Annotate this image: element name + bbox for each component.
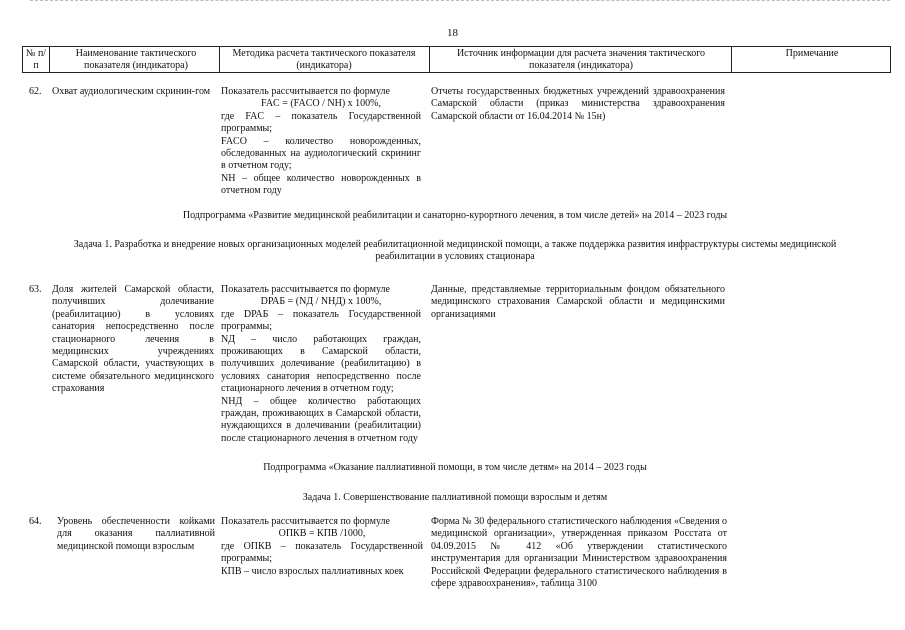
row-63-method [221, 284, 421, 445]
task-palliative: Задача 1. Совершенствование паллиативной помощи взрослым и детям [302, 492, 608, 503]
row-63-name: Доля жителей Самарской области, получивших долечивание (реабилитацию) в условиях санатория непосредственно после стационарного лечения в медицинских учреждениях Самарской области, участвующих в системе обязательного медицинского страхования [52, 284, 214, 395]
row-63-method-def1: где DРАБ – показатель Государственной программы; [221, 308, 421, 333]
row-62-num: 62. [29, 86, 42, 97]
row-63-method-intro: Показатель рассчитывается по формуле [221, 284, 390, 295]
task-rehabilitation: Задача 1. Разработка и внедрение новых организационных моделей реабилитационной медицинской помощи, а также поддержка развития инфраструктуры системы медицинской реабилитации в условиях стационара [73, 239, 837, 263]
page-top-edge [30, 0, 890, 1]
row-63-formula: DРАБ = (NД / NНД) x 100%, [260, 296, 382, 308]
row-64-method [221, 516, 423, 578]
row-64-method-def2: КПВ – число взрослых паллиативных коек [221, 565, 404, 577]
header-num: № п/п [25, 48, 47, 71]
row-62-name: Охват аудиологическим скринин-гом [52, 86, 211, 97]
page-number: 18 [447, 27, 458, 39]
row-62-method-def1: где FAC – показатель Государственной программы; [221, 110, 421, 135]
row-63-method-def2: NД – число работающих граждан, проживающих в Самарской области, получивших долечивание (реабилитацию) в условиях санатория непосредственно после стационарного лечения в отчетном году; [221, 333, 421, 395]
row-64-formula: ОПКВ = КПВ /1000, [278, 528, 366, 540]
header-source: Источник информации для расчета значения тактического показателя (индикатора) [456, 48, 706, 71]
header-method: Методика расчета тактического показателя (индикатора) [232, 48, 416, 71]
row-64-method-intro: Показатель рассчитывается по формуле [221, 516, 390, 527]
header-name: Наименование тактического показателя (индикатора) [75, 48, 197, 71]
subprogram-rehabilitation: Подпрограмма «Развитие медицинской реабилитации и санаторно-курортного лечения, в том числе детей» на 2014 – 2023 годы [182, 210, 728, 221]
row-64-method-def1: где ОПКВ – показатель Государственной программы; [221, 540, 423, 565]
row-62-source: Отчеты государственных бюджетных учреждений здравоохранения Самарской области (приказ министерства здравоохранения Самарской области от 16.04.2014 № 15н) [431, 86, 725, 122]
header-note: Примечание [785, 48, 839, 59]
row-62-method [221, 86, 421, 198]
row-62-method-def2: FACO – количество новорожденных, обследованных на аудиологический скрининг в отчетном году; [221, 135, 421, 172]
row-63-source: Данные, представляемые территориальным фондом обязательного медицинского страхования Самарской области и медицинскими организациями [431, 284, 725, 320]
row-64-source: Форма № 30 федерального статистического наблюдения «Сведения о медицинской организации», утвержденная приказом Росстата от 04.09.2015 № 412 «Об утверждении статистического инструментария для организации Министерством здравоохранения Российской Федерации федерального статистического наблюдения в сфере здравоохранения», таблица 3100 [431, 516, 727, 590]
table-header [22, 46, 891, 73]
row-64-name: Уровень обеспеченности койками для оказания паллиативной медицинской помощи взрослым [57, 516, 215, 552]
row-62-method-intro: Показатель рассчитывается по формуле [221, 86, 390, 97]
row-62-formula: FAC = (FACO / NH) x 100%, [261, 98, 381, 110]
row-62-method-def3: NH – общее количество новорожденных в отчетном году [221, 172, 421, 197]
subprogram-palliative: Подпрограмма «Оказание паллиативной помощи, в том числе детям» на 2014 – 2023 годы [263, 462, 647, 473]
row-64-num: 64. [29, 516, 42, 527]
row-63-method-def3: NНД – общее количество работающих граждан, проживающих в Самарской области, нуждающихся в долечивании (реабилитации) после стационарного лечения в отчетном году [221, 395, 421, 444]
row-63-num: 63. [29, 284, 42, 295]
